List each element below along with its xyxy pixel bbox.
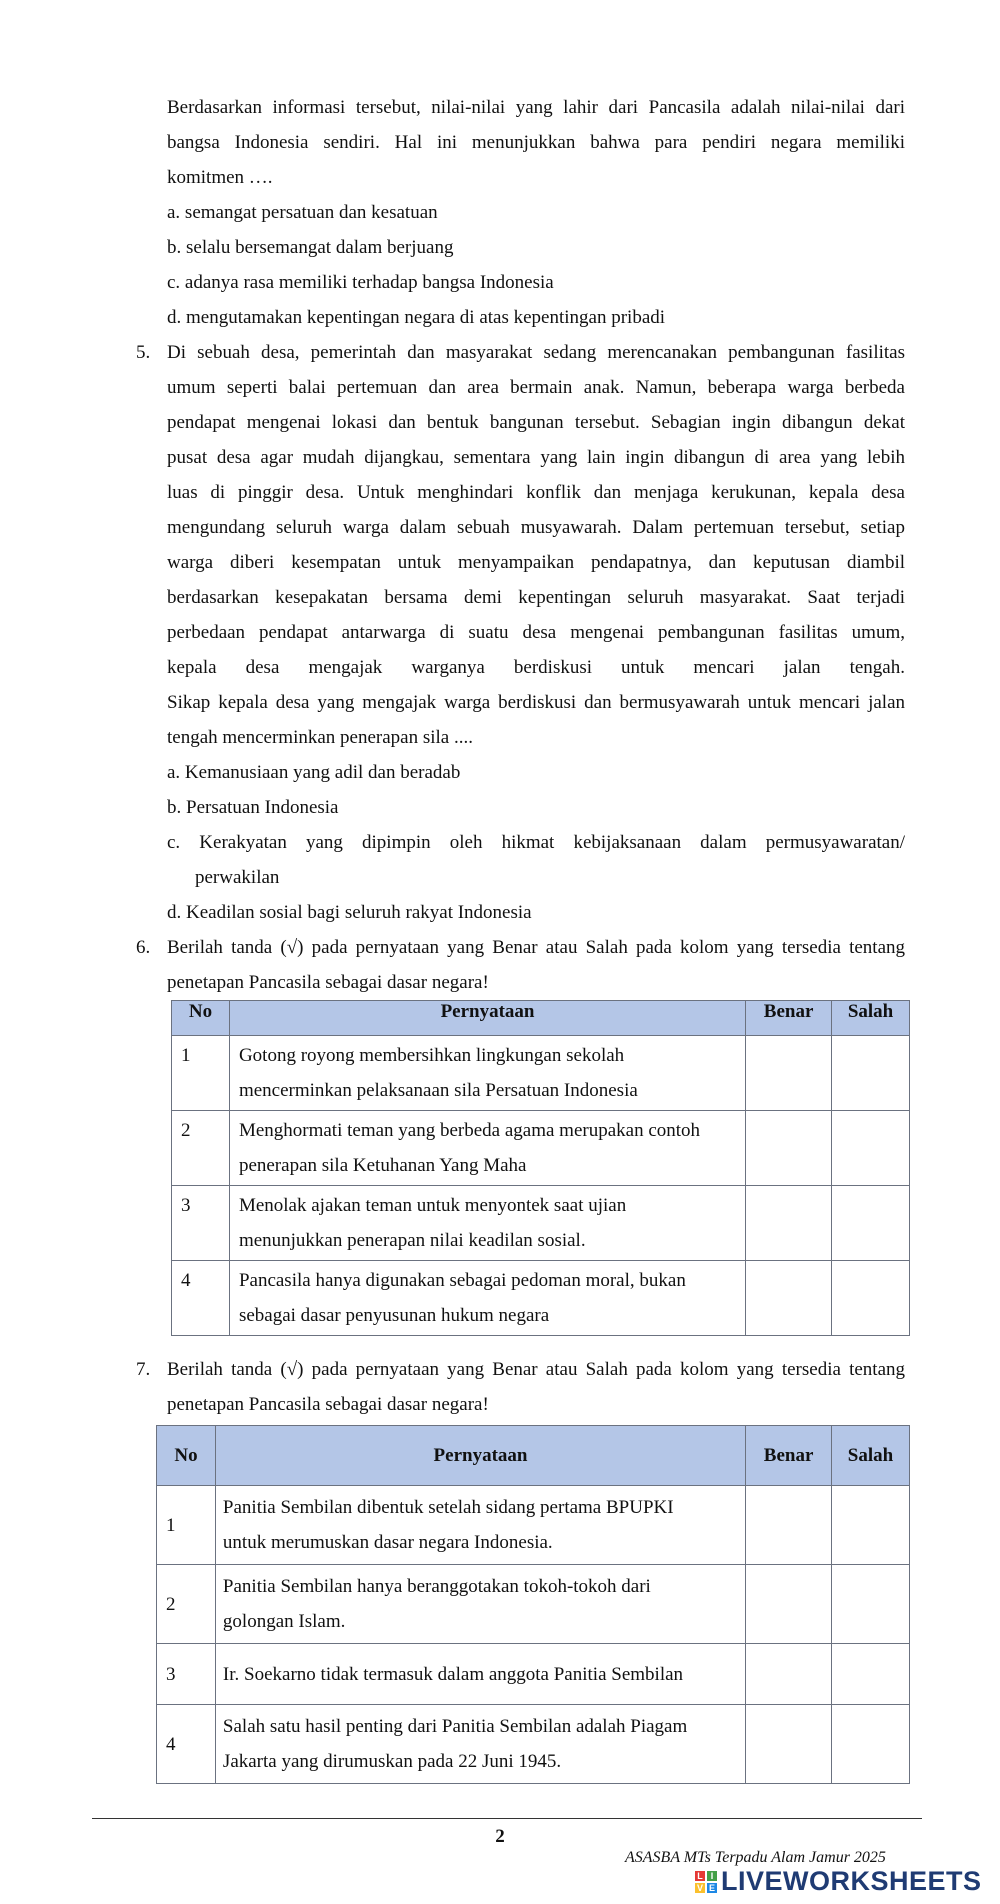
question-5-line: berdasarkan kesepakatan bersama demi kepentingan seluruh masyarakat. Saat terjadi bbox=[167, 587, 905, 608]
salah-checkbox-cell[interactable] bbox=[832, 1111, 910, 1186]
logo-letter: I bbox=[707, 1871, 717, 1881]
question-5-line: tengah mencerminkan penerapan sila .... bbox=[167, 727, 473, 748]
question-6-line: penetapan Pancasila sebagai dasar negara! bbox=[167, 972, 489, 993]
header-pernyataan: Pernyataan bbox=[215, 1426, 745, 1486]
row-number: 1 bbox=[172, 1036, 230, 1111]
question-6-number: 6. bbox=[136, 937, 151, 958]
salah-checkbox-cell[interactable] bbox=[832, 1565, 910, 1644]
footer-school-name: ASASBA MTs Terpadu Alam Jamur 2025 bbox=[625, 1849, 886, 1866]
benar-checkbox-cell[interactable] bbox=[746, 1111, 832, 1186]
question-5-number: 5. bbox=[136, 342, 151, 363]
table-row bbox=[172, 1186, 910, 1261]
row-number: 2 bbox=[157, 1565, 216, 1644]
row-statement: Menolak ajakan teman untuk menyontek saat ujian menunjukkan penerapan nilai keadilan sosial. bbox=[229, 1186, 745, 1261]
table-row bbox=[172, 1261, 910, 1336]
row-number: 3 bbox=[172, 1186, 230, 1261]
row-statement: Salah satu hasil penting dari Panitia Sembilan adalah Piagam Jakarta yang dirumuskan pada 22 Juni 1945. bbox=[215, 1705, 745, 1784]
page-number: 2 bbox=[495, 1826, 505, 1847]
intro-line: Berdasarkan informasi tersebut, nilai-nilai yang lahir dari Pancasila adalah nilai-nilai dari bbox=[167, 97, 905, 118]
salah-checkbox-cell[interactable] bbox=[832, 1644, 910, 1705]
salah-checkbox-cell[interactable] bbox=[832, 1261, 910, 1336]
question-5-line: perbedaan pendapat antarwarga di suatu desa mengenai pembangunan fasilitas umum, bbox=[167, 622, 905, 643]
intro-option-b: b. selalu bersemangat dalam berjuang bbox=[167, 237, 454, 258]
header-benar: Benar bbox=[746, 1426, 832, 1486]
question-5-option-a: a. Kemanusiaan yang adil dan beradab bbox=[167, 762, 461, 783]
question-7-line: penetapan Pancasila sebagai dasar negara! bbox=[167, 1394, 489, 1415]
question-5-line: pusat desa agar mudah dijangkau, sementara yang lain ingin dibangun di area yang lebih bbox=[167, 447, 905, 468]
question-7-number: 7. bbox=[136, 1359, 151, 1380]
footer-divider bbox=[92, 1818, 922, 1819]
table-row bbox=[157, 1705, 910, 1784]
salah-checkbox-cell[interactable] bbox=[832, 1186, 910, 1261]
header-pernyataan: Pernyataan bbox=[229, 1001, 745, 1036]
salah-checkbox-cell[interactable] bbox=[832, 1705, 910, 1784]
logo-letter: V bbox=[696, 1882, 703, 1893]
intro-option-d: d. mengutamakan kepentingan negara di atas kepentingan pribadi bbox=[167, 307, 666, 328]
salah-checkbox-cell[interactable] bbox=[832, 1486, 910, 1565]
intro-line: komitmen …. bbox=[167, 167, 273, 188]
liveworksheets-logo[interactable] bbox=[695, 1866, 982, 1897]
row-statement: Ir. Soekarno tidak termasuk dalam anggota Panitia Sembilan bbox=[215, 1644, 745, 1705]
table-row bbox=[157, 1486, 910, 1565]
question-6-table bbox=[171, 1000, 910, 1336]
benar-checkbox-cell[interactable] bbox=[746, 1186, 832, 1261]
question-7-table bbox=[156, 1425, 910, 1784]
logo-letter: L bbox=[695, 1871, 705, 1881]
header-no: No bbox=[172, 1001, 230, 1036]
question-5-line: warga diberi kesempatan untuk menyampaikan pendapatnya, dan keputusan diambil bbox=[167, 552, 905, 573]
row-number: 4 bbox=[172, 1261, 230, 1336]
table-row bbox=[157, 1565, 910, 1644]
table-row bbox=[172, 1111, 910, 1186]
question-5-line: pendapat mengenai lokasi dan bentuk bangunan tersebut. Sebagian ingin dibangun dekat bbox=[167, 412, 905, 433]
header-no: No bbox=[157, 1426, 216, 1486]
intro-option-c: c. adanya rasa memiliki terhadap bangsa Indonesia bbox=[167, 272, 554, 293]
benar-checkbox-cell[interactable] bbox=[746, 1705, 832, 1784]
intro-line: bangsa Indonesia sendiri. Hal ini menunjukkan bahwa para pendiri negara memiliki bbox=[167, 132, 905, 153]
question-5-line: umum seperti balai pertemuan dan area bermain anak. Namun, beberapa warga berbeda bbox=[167, 377, 905, 398]
question-7-line: Berilah tanda (√) pada pernyataan yang Benar atau Salah pada kolom yang tersedia tentang bbox=[167, 1359, 905, 1380]
header-salah: Salah bbox=[832, 1426, 910, 1486]
table-row bbox=[172, 1036, 910, 1111]
header-salah: Salah bbox=[832, 1001, 910, 1036]
question-5-option-c: c. Kerakyatan yang dipimpin oleh hikmat kebijaksanaan dalam permusyawaratan/ bbox=[167, 832, 905, 853]
question-5-option-b: b. Persatuan Indonesia bbox=[167, 797, 339, 818]
benar-checkbox-cell[interactable] bbox=[746, 1644, 832, 1705]
table-row bbox=[157, 1644, 910, 1705]
table-header-row bbox=[172, 1001, 910, 1036]
benar-checkbox-cell[interactable] bbox=[746, 1036, 832, 1111]
row-statement: Menghormati teman yang berbeda agama merupakan contoh penerapan sila Ketuhanan Yang Maha bbox=[229, 1111, 745, 1186]
question-6-line: Berilah tanda (√) pada pernyataan yang Benar atau Salah pada kolom yang tersedia tentang bbox=[167, 937, 905, 958]
question-5-line: Di sebuah desa, pemerintah dan masyarakat sedang merencanakan pembangunan fasilitas bbox=[167, 342, 905, 363]
row-statement: Panitia Sembilan hanya beranggotakan tokoh-tokoh dari golongan Islam. bbox=[215, 1565, 745, 1644]
liveworksheets-logo-icon bbox=[695, 1871, 717, 1893]
liveworksheets-logo-text: LIVEWORKSHEETS bbox=[721, 1866, 982, 1896]
question-5-option-d: d. Keadilan sosial bagi seluruh rakyat Indonesia bbox=[167, 902, 532, 923]
question-5-line: Sikap kepala desa yang mengajak warga berdiskusi dan bermusyawarah untuk mencari jalan bbox=[167, 692, 905, 713]
intro-option-a: a. semangat persatuan dan kesatuan bbox=[167, 202, 438, 223]
table-header-row bbox=[157, 1426, 910, 1486]
row-number: 4 bbox=[157, 1705, 216, 1784]
benar-checkbox-cell[interactable] bbox=[746, 1565, 832, 1644]
question-5-line: kepala desa mengajak warganya berdiskusi untuk mencari jalan tengah. bbox=[167, 657, 905, 678]
salah-checkbox-cell[interactable] bbox=[832, 1036, 910, 1111]
row-statement: Panitia Sembilan dibentuk setelah sidang pertama BPUPKI untuk merumuskan dasar negara Indonesia. bbox=[215, 1486, 745, 1565]
row-number: 2 bbox=[172, 1111, 230, 1186]
question-5-line: luas di pinggir desa. Untuk menghindari konflik dan menjaga kerukunan, kepala desa bbox=[167, 482, 905, 503]
row-statement: Pancasila hanya digunakan sebagai pedoman moral, bukan sebagai dasar penyusunan hukum negara bbox=[229, 1261, 745, 1336]
row-number: 3 bbox=[157, 1644, 216, 1705]
row-number: 1 bbox=[157, 1486, 216, 1565]
benar-checkbox-cell[interactable] bbox=[746, 1486, 832, 1565]
logo-letter: E bbox=[708, 1882, 715, 1893]
header-benar: Benar bbox=[746, 1001, 832, 1036]
question-5-line: mengundang seluruh warga dalam sebuah musyawarah. Dalam pertemuan tersebut, setiap bbox=[167, 517, 905, 538]
question-5-option-c-cont: perwakilan bbox=[195, 867, 280, 888]
row-statement: Gotong royong membersihkan lingkungan sekolah mencerminkan pelaksanaan sila Persatuan Indonesia bbox=[229, 1036, 745, 1111]
benar-checkbox-cell[interactable] bbox=[746, 1261, 832, 1336]
